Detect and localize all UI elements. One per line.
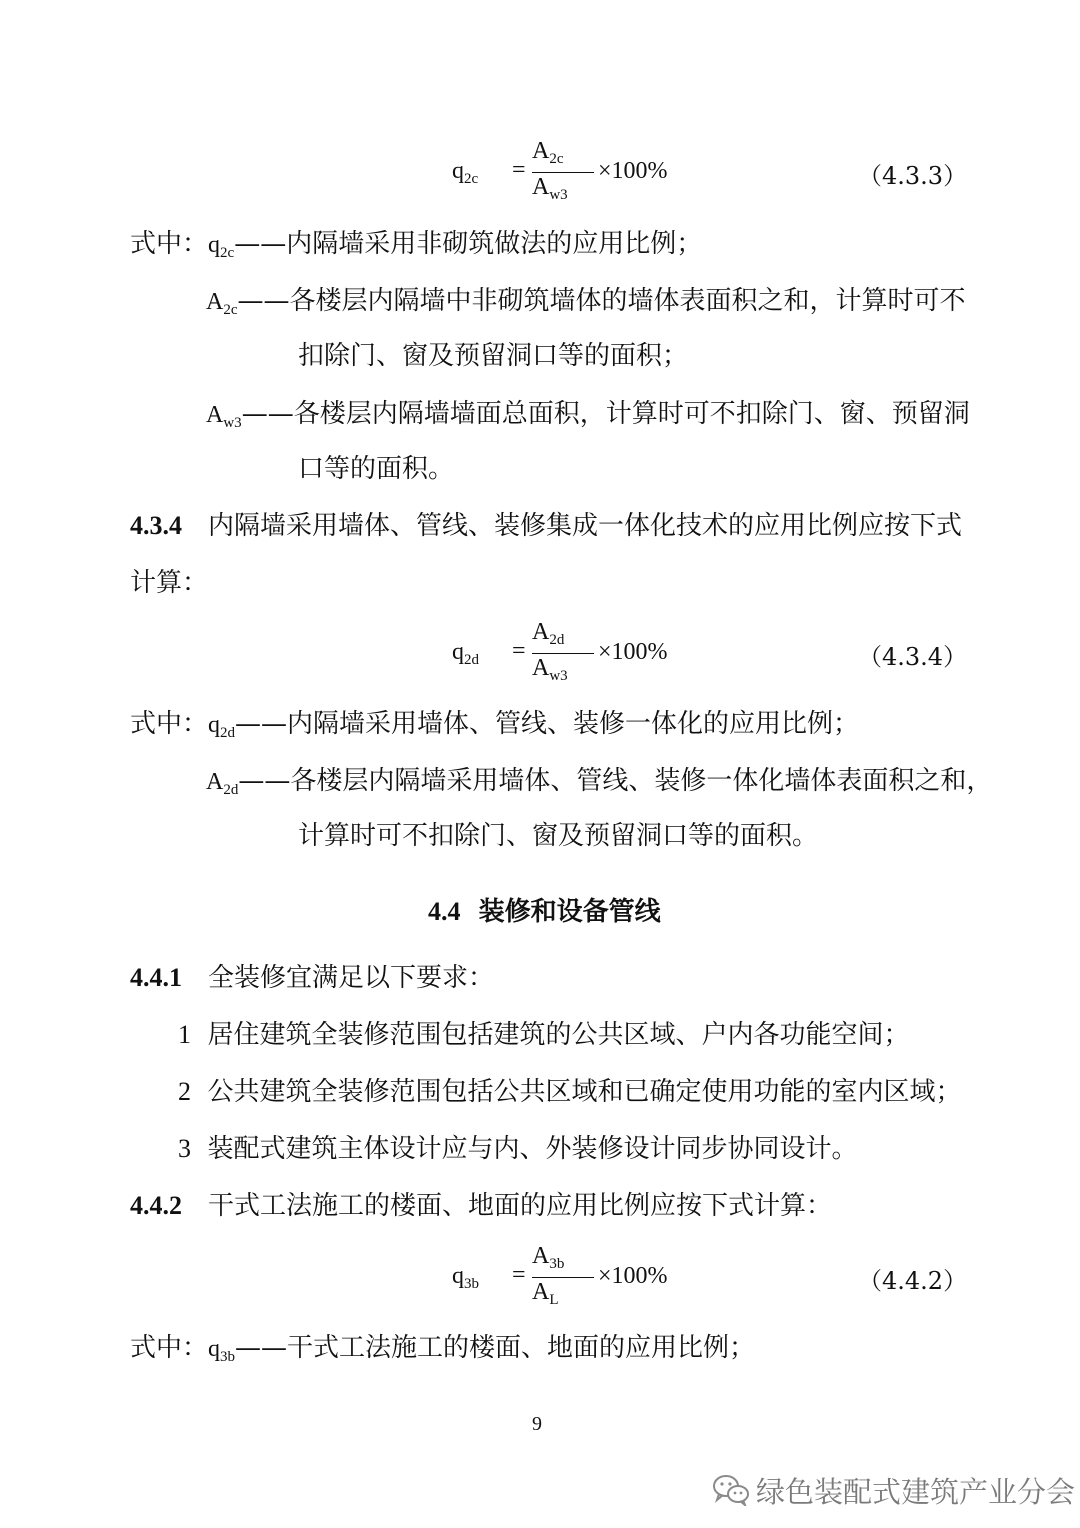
list-item: 2 公共建筑全装修范围包括公共区域和已确定使用功能的室内区域； xyxy=(178,1077,962,1107)
definition-aw3: $A_{w3}——$各楼层内隔墙墙面总面积，计算时可不扣除门、窗、预留洞 xyxy=(206,399,970,431)
formula-multiplier: ×100% xyxy=(598,158,668,184)
fraction-bar xyxy=(532,172,594,173)
definition-a2d-cont: 计算时可不扣除门、窗及预留洞口等的面积。 xyxy=(298,821,819,851)
clause-4-4-2: 4.4.2 干式工法施工的楼面、地面的应用比例应按下式计算： xyxy=(130,1191,833,1221)
equation-number: （4.4.2） xyxy=(858,1267,968,1295)
definition-q2d: 式中：$q_{2d}——$内隔墙采用墙体、管线、装修一体化的应用比例； xyxy=(130,709,860,741)
section-heading: 4.4 装修和设备管线 xyxy=(428,897,661,927)
watermark xyxy=(712,1470,1075,1510)
formula-lhs: $q_{2c}$ xyxy=(452,158,479,187)
formula-numerator: $A_{3b}$ xyxy=(532,1243,565,1272)
formula-numerator: $A_{2c}$ xyxy=(532,138,564,167)
clause-4-3-4: 4.3.4 内隔墙采用墙体、管线、装修集成一体化技术的应用比例应按下式 xyxy=(130,511,963,541)
definition-a2c: $A_{2c}——$各楼层内隔墙中非砌筑墙体的墙体表面积之和，计算时可不 xyxy=(206,286,966,318)
definition-a2c-cont: 扣除门、窗及预留洞口等的面积； xyxy=(298,341,689,371)
formula-multiplier: ×100% xyxy=(598,1263,668,1289)
wechat-icon xyxy=(712,1474,750,1506)
formula-lhs: $q_{3b}$ xyxy=(452,1263,479,1292)
definition-q3b: 式中：$q_{3b}——$干式工法施工的楼面、地面的应用比例； xyxy=(130,1333,756,1365)
equation-number: （4.3.3） xyxy=(858,162,968,190)
fraction-bar xyxy=(532,653,594,654)
equals-sign: = xyxy=(512,638,526,664)
formula-4-4-2 xyxy=(452,1243,668,1313)
formula-4-3-4 xyxy=(452,619,668,689)
formula-multiplier: ×100% xyxy=(598,639,668,665)
formula-numerator: $A_{2d}$ xyxy=(532,619,565,648)
fraction-bar xyxy=(532,1277,594,1278)
formula-lhs: $q_{2d}$ xyxy=(452,639,479,668)
list-item: 1 居住建筑全装修范围包括建筑的公共区域、户内各功能空间； xyxy=(178,1020,910,1050)
definition-aw3-cont: 口等的面积。 xyxy=(298,454,455,484)
definition-a2d: $A_{2d}——$各楼层内隔墙采用墙体、管线、装修一体化墙体表面积之和， xyxy=(206,766,993,798)
list-item: 3 装配式建筑主体设计应与内、外装修设计同步协同设计。 xyxy=(178,1134,858,1164)
watermark-text: 绿色装配式建筑产业分会 xyxy=(756,1474,1076,1509)
equals-sign: = xyxy=(512,157,526,183)
clause-4-3-4-cont: 计算： xyxy=(130,568,209,598)
definition-q2c: 式中：$q_{2c}——$内隔墙采用非砌筑做法的应用比例； xyxy=(130,229,703,261)
equals-sign: = xyxy=(512,1262,526,1288)
clause-4-4-1: 4.4.1 全装修宜满足以下要求： xyxy=(130,963,495,993)
equation-number: （4.3.4） xyxy=(858,643,968,671)
formula-4-3-3 xyxy=(452,138,668,208)
formula-denominator: $A_{w3}$ xyxy=(532,655,568,684)
page-number: 9 xyxy=(532,1413,542,1435)
formula-denominator: $A_{w3}$ xyxy=(532,174,568,203)
formula-denominator: $A_L$ xyxy=(532,1279,559,1308)
